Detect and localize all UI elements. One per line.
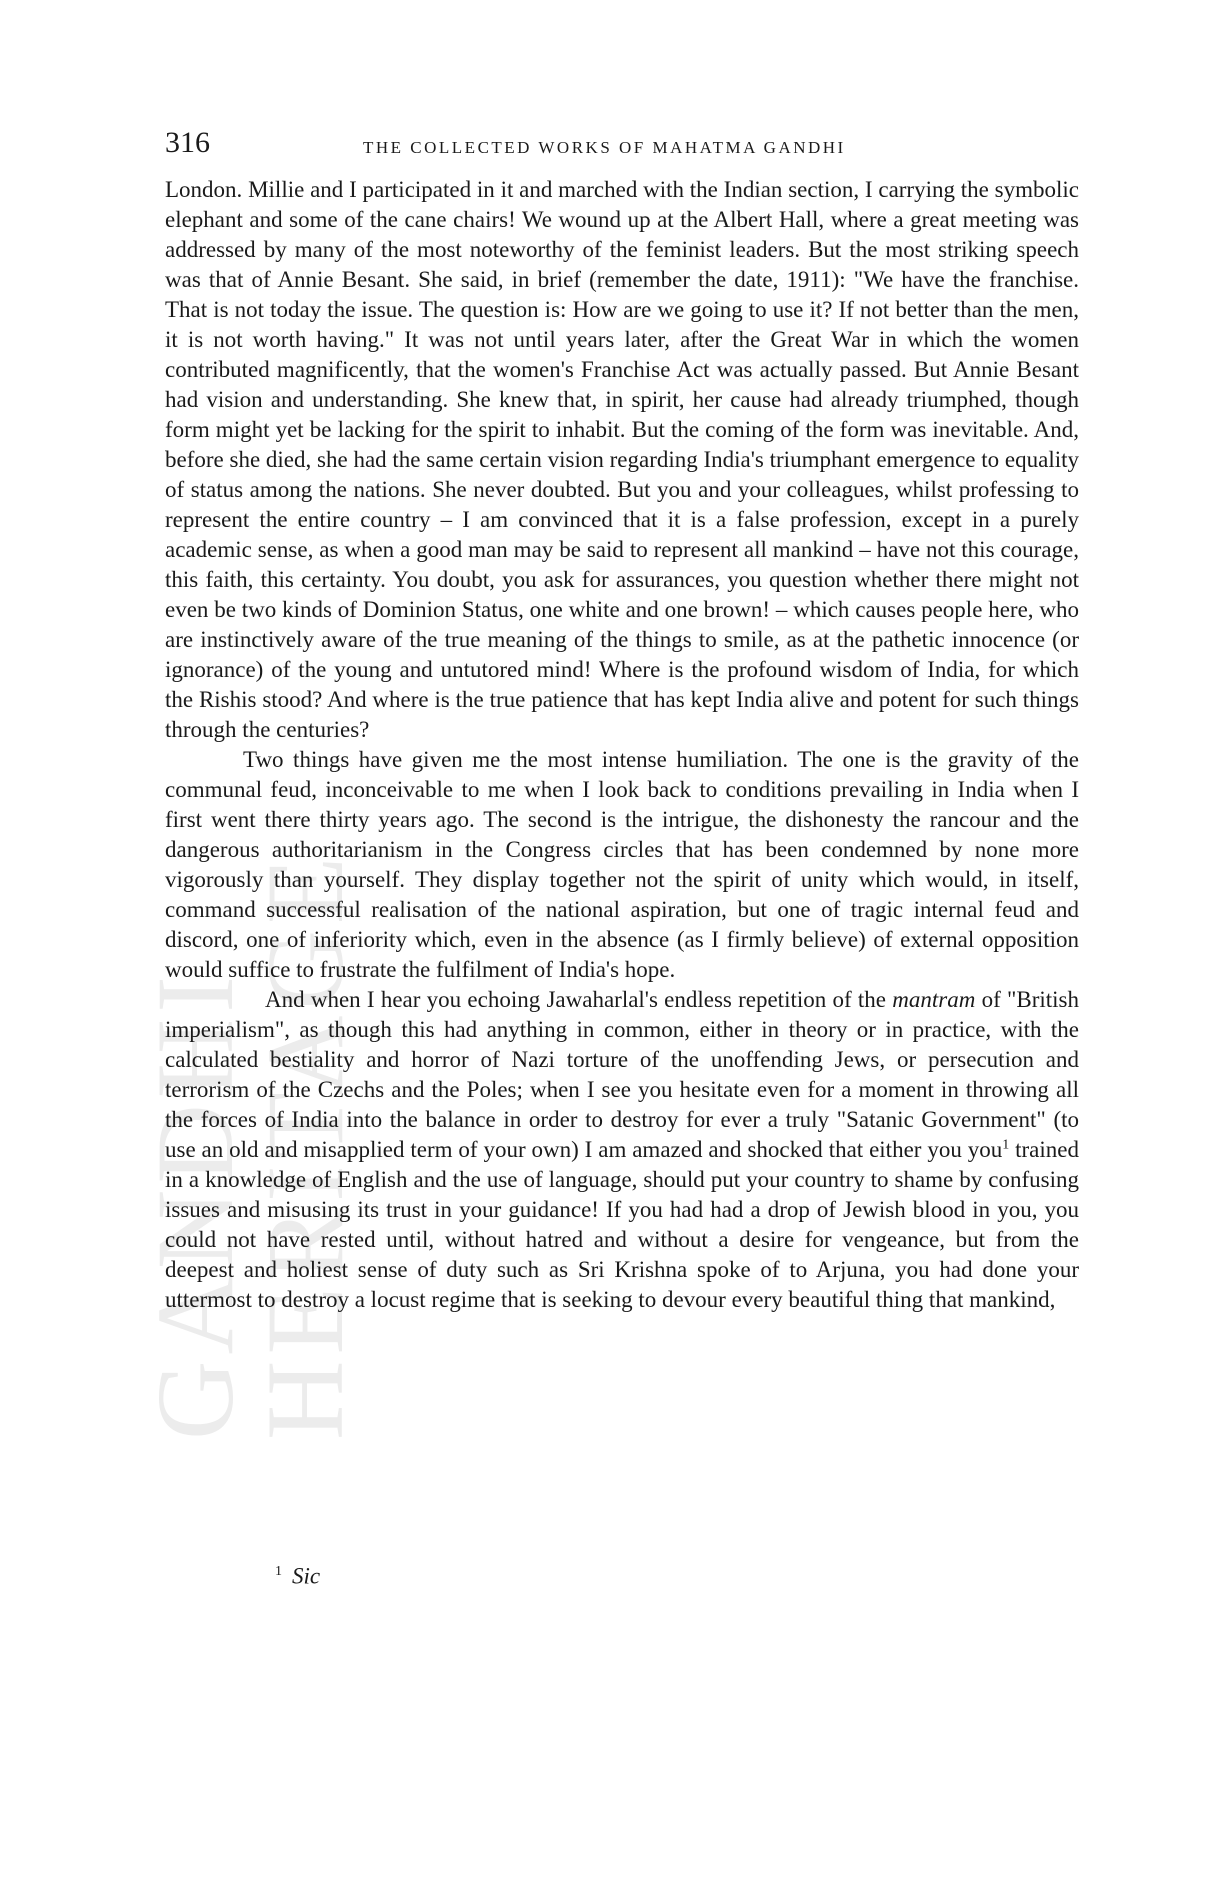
footnote-reference: 1: [1002, 1137, 1010, 1153]
paragraph-3: [165, 985, 1079, 1315]
paragraph-3-part-a: And when I hear you echoing Jawaharlal's endless repetition of the: [265, 987, 893, 1012]
watermark: GANDHI HERITAGE: [134, 850, 366, 1440]
paragraph-3-part-c: trained in a knowledge of English and the use of language, should put your country to shame by confusing issues and misusing its trust in your guidance! If you had had a drop of Jewish blood in you, you could not have rested until, without hatred and without a desire for vengeance, but from the deepest and holiest sense of duty such as Sri Krishna spoke of to Arjuna, you had done your uttermost to destroy a locust regime that is seeking to devour every beautiful thing that mankind,: [165, 1137, 1079, 1312]
footnote-mark: 1: [275, 1564, 282, 1579]
paragraph-1: London. Millie and I participated in it and marched with the Indian section, I carrying the symbolic elephant and some of the cane chairs! We wound up at the Albert Hall, where a great meeting was addressed by many of the most noteworthy of the feminist leaders. But the most striking speech was that of Annie Besant. She said, in brief (remember the date, 1911): "We have the franchise. That is not today the issue. The question is: How are we going to use it? If not better than the men, it is not worth having." It was not until years later, after the Great War in which the women contributed magnificently, that the women's Franchise Act was actually passed. But Annie Besant had vision and understanding. She knew that, in spirit, her cause had already triumphed, though form might yet be lacking for the spirit to inhabit. But the coming of the form was inevitable. And, before she died, she had the same certain vision regarding India's triumphant emergence to equality of status among the nations. She never doubted. But you and your colleagues, whilst professing to represent the entire country – I am convinced that it is a false profession, except in a purely academic sense, as when a good man may be said to represent all mankind – have not this courage, this faith, this certainty. You doubt, you ask for assurances, you question whether there might not even be two kinds of Dominion Status, one white and one brown! – which causes people here, who are instinctively aware of the true meaning of the things to smile, as at the pathetic innocence (or ignorance) of the young and untutored mind! Where is the profound wisdom of India, for which the Rishis stood? And where is the true patience that has kept India alive and potent for such things through the centuries?: [165, 177, 1079, 742]
page-header: [165, 126, 1080, 166]
footnote: [275, 1557, 320, 1592]
paragraph-2: Two things have given me the most intense humiliation. The one is the gravity of the communal feud, inconceivable to me when I look back to conditions prevailing in India when I first went there thirty years ago. The second is the intrigue, the dishonesty the rancour and the dangerous authoritarianism in the Congress circles that has been condemned by none more vigorously than yourself. They display together not the spirit of unity which would, in itself, command successful realisation of the national aspiration, but one of tragic internal feud and discord, one of inferiority which, even in the absence (as I firmly believe) of external opposition would suffice to frustrate the fulfilment of India's hope.: [165, 747, 1079, 982]
italic-term-mantram: mantram: [892, 987, 976, 1012]
page-number: 316: [165, 126, 210, 159]
running-head: THE COLLECTED WORKS OF MAHATMA GANDHI: [363, 138, 846, 157]
body-text: [165, 175, 1079, 1315]
paragraph-3-part-b: of "British imperialism", as though this had anything in common, either in theory or in practice, with the calculated bestiality and horror of Nazi torture of the unoffending Jews, or persecution and terrorism of the Czechs and the Poles; when I see you hesitate even for a moment in throwing all the forces of India into the balance in order to destroy for ever a truly "Satanic Government" (to use an old and misapplied term of your own) I am amazed and shocked that either you you: [165, 987, 1079, 1162]
footnote-text: Sic: [292, 1563, 321, 1589]
